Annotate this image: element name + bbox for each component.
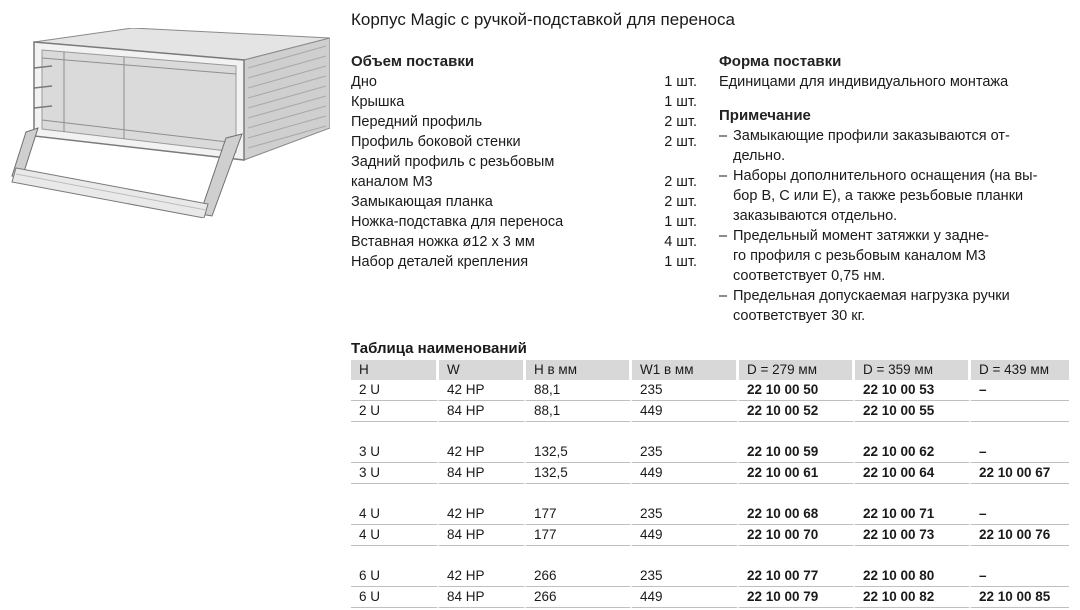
scope-item xyxy=(351,252,701,272)
table-row xyxy=(351,380,1069,401)
table-spacer-cell xyxy=(739,422,855,442)
table-row xyxy=(351,442,1069,463)
table-cell: 22 10 00 71 xyxy=(855,504,971,525)
scope-item-name: Профиль боковой стенки xyxy=(351,134,521,150)
table-cell: 22 10 00 79 xyxy=(739,587,855,608)
scope-item-name: каналом M3 xyxy=(351,174,433,190)
table-cell: – xyxy=(971,442,1069,463)
table-row xyxy=(351,566,1069,587)
table-row xyxy=(351,587,1069,608)
table-row xyxy=(351,525,1069,546)
table-cell: 4 U xyxy=(351,504,439,525)
table-cell: 132,5 xyxy=(526,442,632,463)
scope-item xyxy=(351,192,701,212)
table-header-cell: W1 в мм xyxy=(632,360,739,380)
table-spacer-row xyxy=(351,484,1069,504)
scope-heading: Объем поставки xyxy=(351,53,475,70)
table-cell: 449 xyxy=(632,401,739,422)
table-cell: 449 xyxy=(632,463,739,484)
note-item xyxy=(719,226,1069,286)
table-spacer-cell xyxy=(439,422,526,442)
table-spacer-row xyxy=(351,422,1069,442)
table-cell: 235 xyxy=(632,504,739,525)
scope-item xyxy=(351,232,701,252)
table-header-cell: H xyxy=(351,360,439,380)
scope-item-name: Задний профиль с резьбовым xyxy=(351,154,555,170)
table-cell: 4 U xyxy=(351,525,439,546)
scope-of-delivery xyxy=(351,52,701,272)
table-spacer-cell xyxy=(632,422,739,442)
scope-item-qty: 2 шт. xyxy=(664,114,697,130)
scope-item-name: Замыкающая планка xyxy=(351,194,493,210)
scope-item xyxy=(351,132,701,152)
scope-item-qty xyxy=(637,152,701,172)
table-cell: 22 10 00 85 xyxy=(971,587,1069,608)
table-row xyxy=(351,401,1069,422)
table-spacer-cell xyxy=(632,484,739,504)
scope-item-qty: 1 шт. xyxy=(664,94,697,110)
table-cell: 84 HP xyxy=(439,401,526,422)
table-cell: 42 HP xyxy=(439,380,526,401)
note-text: Предельный момент затяжки у задне- го профиля с резьбовым каналом M3 соответствует 0,75 нм. xyxy=(733,228,990,284)
delivery-heading: Форма поставки xyxy=(719,53,842,70)
note-dash: – xyxy=(719,128,728,144)
table-header-cell: W xyxy=(439,360,526,380)
note-dash: – xyxy=(719,288,728,304)
scope-item xyxy=(351,152,701,172)
table-header-cell: H в мм xyxy=(526,360,632,380)
table-row xyxy=(351,463,1069,484)
table-cell: 22 10 00 64 xyxy=(855,463,971,484)
scope-item-qty: 1 шт. xyxy=(664,214,697,230)
scope-item xyxy=(351,112,701,132)
table-spacer-cell xyxy=(739,546,855,566)
table-spacer-cell xyxy=(439,546,526,566)
table-cell: 22 10 00 80 xyxy=(855,566,971,587)
scope-item-name: Ножка-подставка для переноса xyxy=(351,214,564,230)
page-title: Корпус Magic с ручкой-подставкой для переноса xyxy=(351,10,735,29)
delivery-text: Единицами для индивидуального монтажа xyxy=(719,74,1009,90)
table-cell: – xyxy=(971,566,1069,587)
table-cell: 84 HP xyxy=(439,587,526,608)
table-spacer-cell xyxy=(526,546,632,566)
table-cell: 22 10 00 70 xyxy=(739,525,855,546)
table-cell xyxy=(971,401,1069,422)
table-cell: 88,1 xyxy=(526,401,632,422)
scope-item xyxy=(351,72,701,92)
scope-item-name: Крышка xyxy=(351,94,405,110)
table-spacer-cell xyxy=(855,546,971,566)
note-dash: – xyxy=(719,228,728,244)
names-table xyxy=(351,360,1069,608)
table-cell: 88,1 xyxy=(526,380,632,401)
table-cell: 84 HP xyxy=(439,525,526,546)
table-spacer-cell xyxy=(855,422,971,442)
table-cell: 22 10 00 59 xyxy=(739,442,855,463)
scope-item-name: Вставная ножка ø12 x 3 мм xyxy=(351,234,535,250)
table-cell: 235 xyxy=(632,380,739,401)
table-body xyxy=(351,380,1069,608)
table-cell: 42 HP xyxy=(439,504,526,525)
notes-list xyxy=(719,126,1069,326)
table-cell: 132,5 xyxy=(526,463,632,484)
table-cell: 84 HP xyxy=(439,463,526,484)
table-cell: 22 10 00 62 xyxy=(855,442,971,463)
table-spacer-cell xyxy=(971,422,1069,442)
table-cell: 22 10 00 67 xyxy=(971,463,1069,484)
note-text: Замыкающие профили заказываются от- дельно. xyxy=(733,128,1010,164)
table-header-cell: D = 359 мм xyxy=(855,360,971,380)
table-spacer-cell xyxy=(971,546,1069,566)
table-spacer-cell xyxy=(439,484,526,504)
note-text: Предельная допускаемая нагрузка ручки соответствует 30 кг. xyxy=(733,288,1010,324)
scope-list xyxy=(351,72,701,272)
scope-item xyxy=(351,92,701,112)
table-cell: 42 HP xyxy=(439,442,526,463)
table-cell: 22 10 00 61 xyxy=(739,463,855,484)
table-cell: 449 xyxy=(632,525,739,546)
table-spacer-cell xyxy=(351,422,439,442)
note-dash: – xyxy=(719,168,728,184)
table-title: Таблица наименований xyxy=(351,340,527,357)
table-spacer-cell xyxy=(526,422,632,442)
table-header-cell: D = 439 мм xyxy=(971,360,1069,380)
table-cell: 22 10 00 50 xyxy=(739,380,855,401)
scope-item-qty: 1 шт. xyxy=(664,254,697,270)
note-item xyxy=(719,126,1069,166)
table-spacer-cell xyxy=(351,484,439,504)
table-cell: 6 U xyxy=(351,566,439,587)
scope-item xyxy=(351,172,701,192)
scope-item-name: Набор деталей крепления xyxy=(351,254,529,270)
table-spacer-cell xyxy=(351,546,439,566)
table-row xyxy=(351,504,1069,525)
scope-item-qty: 4 шт. xyxy=(664,234,697,250)
table-cell: 235 xyxy=(632,442,739,463)
table-spacer-cell xyxy=(971,484,1069,504)
scope-item-name: Дно xyxy=(351,74,377,90)
table-cell: 22 10 00 52 xyxy=(739,401,855,422)
table-cell: 3 U xyxy=(351,463,439,484)
table-spacer-cell xyxy=(855,484,971,504)
table-cell: – xyxy=(971,504,1069,525)
scope-item-qty: 1 шт. xyxy=(664,74,697,90)
table-spacer-cell xyxy=(632,546,739,566)
delivery-and-notes xyxy=(719,52,1069,326)
table-cell: 22 10 00 77 xyxy=(739,566,855,587)
scope-item-qty: 2 шт. xyxy=(664,174,697,190)
table-cell: 22 10 00 82 xyxy=(855,587,971,608)
table-cell: 22 10 00 55 xyxy=(855,401,971,422)
table-spacer-cell xyxy=(526,484,632,504)
table-cell: 3 U xyxy=(351,442,439,463)
table-cell: 235 xyxy=(632,566,739,587)
table-cell: – xyxy=(971,380,1069,401)
table-spacer-cell xyxy=(739,484,855,504)
table-cell: 42 HP xyxy=(439,566,526,587)
table-header-row xyxy=(351,360,1069,380)
scope-item xyxy=(351,212,701,232)
note-text: Наборы дополнительного оснащения (на вы- бор B, C или E), а также резьбовые планки заказываются отдельно. xyxy=(733,168,1038,224)
table-cell: 6 U xyxy=(351,587,439,608)
product-figure xyxy=(4,28,330,218)
table-cell: 22 10 00 68 xyxy=(739,504,855,525)
scope-item-name: Передний профиль xyxy=(351,114,483,130)
table-spacer-row xyxy=(351,546,1069,566)
table-cell: 266 xyxy=(526,566,632,587)
note-item xyxy=(719,166,1069,226)
table-cell: 22 10 00 53 xyxy=(855,380,971,401)
table-cell: 22 10 00 73 xyxy=(855,525,971,546)
notes-heading: Примечание xyxy=(719,107,811,124)
table-cell: 22 10 00 76 xyxy=(971,525,1069,546)
table-header-cell: D = 279 мм xyxy=(739,360,855,380)
scope-item-qty: 2 шт. xyxy=(664,134,697,150)
table-cell: 2 U xyxy=(351,380,439,401)
note-item xyxy=(719,286,1069,326)
table-cell: 177 xyxy=(526,504,632,525)
table-cell: 449 xyxy=(632,587,739,608)
table-cell: 177 xyxy=(526,525,632,546)
scope-item-qty: 2 шт. xyxy=(664,194,697,210)
table-cell: 2 U xyxy=(351,401,439,422)
table-cell: 266 xyxy=(526,587,632,608)
